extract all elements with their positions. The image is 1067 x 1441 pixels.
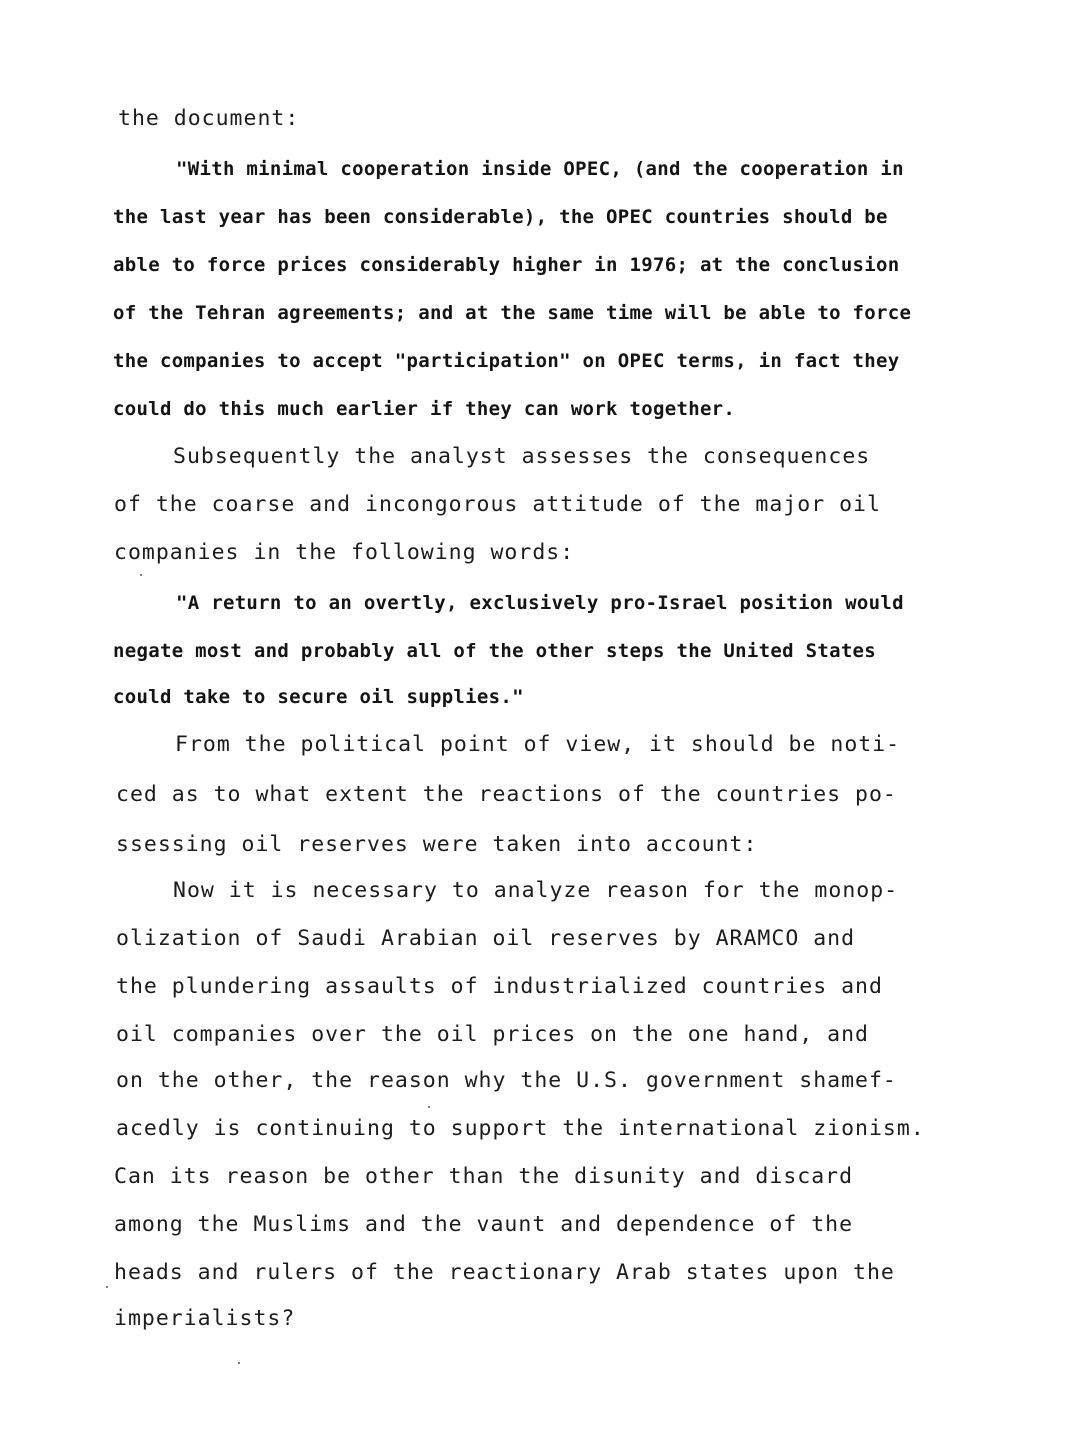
para3-line: Can its reason be other than the disunity and discard — [114, 1164, 854, 1189]
para2-line: ced as to what extent the reactions of the countries po- — [116, 782, 897, 807]
intro-line: the document: — [118, 106, 300, 131]
para3-line: olization of Saudi Arabian oil reserves by ARAMCO and — [116, 926, 856, 951]
para3-line: imperialists? — [114, 1306, 296, 1331]
quote1-line: the last year has been considerable), the OPEC countries should be — [113, 206, 888, 228]
para3-line: acedly is continuing to support the international zionism. — [116, 1116, 925, 1141]
quote1-line: the companies to accept "participation" on OPEC terms, in fact they — [113, 350, 900, 372]
para3-line: on the other, the reason why the U.S. government shamef- — [116, 1068, 897, 1093]
para3-line: Now it is necessary to analyze reason for the monop- — [173, 878, 899, 903]
para3-line: the plundering assaults of industrialized countries and — [116, 974, 883, 999]
quote1-line: of the Tehran agreements; and at the same time will be able to force — [113, 302, 912, 324]
quote1-line: able to force prices considerably higher in 1976; at the conclusion — [113, 254, 900, 276]
scan-speck — [428, 1106, 430, 1108]
scan-speck — [140, 574, 142, 576]
quote2-line: negate most and probably all of the other steps the United States — [113, 640, 877, 662]
quote1-line: "With minimal cooperation inside OPEC, (and the cooperation in — [176, 158, 904, 180]
scan-speck — [106, 1286, 108, 1288]
para1-line: Subsequently the analyst assesses the consequences — [173, 444, 871, 469]
para1-line: companies in the following words: — [114, 540, 575, 565]
scan-speck — [238, 1362, 240, 1364]
para3-line: oil companies over the oil prices on the one hand, and — [116, 1022, 869, 1047]
para3-line: among the Muslims and the vaunt and dependence of the — [114, 1212, 854, 1237]
para1-line: of the coarse and incongorous attitude of the major oil — [114, 492, 881, 517]
quote1-line: could do this much earlier if they can work together. — [113, 398, 736, 420]
quote2-line: "A return to an overtly, exclusively pro-Israel position would — [176, 592, 904, 614]
para2-line: From the political point of view, it should be noti- — [175, 732, 901, 757]
para3-line: heads and rulers of the reactionary Arab states upon the — [114, 1260, 895, 1285]
para2-line: ssessing oil reserves were taken into account: — [116, 832, 758, 857]
quote2-line: could take to secure oil supplies." — [113, 686, 524, 708]
